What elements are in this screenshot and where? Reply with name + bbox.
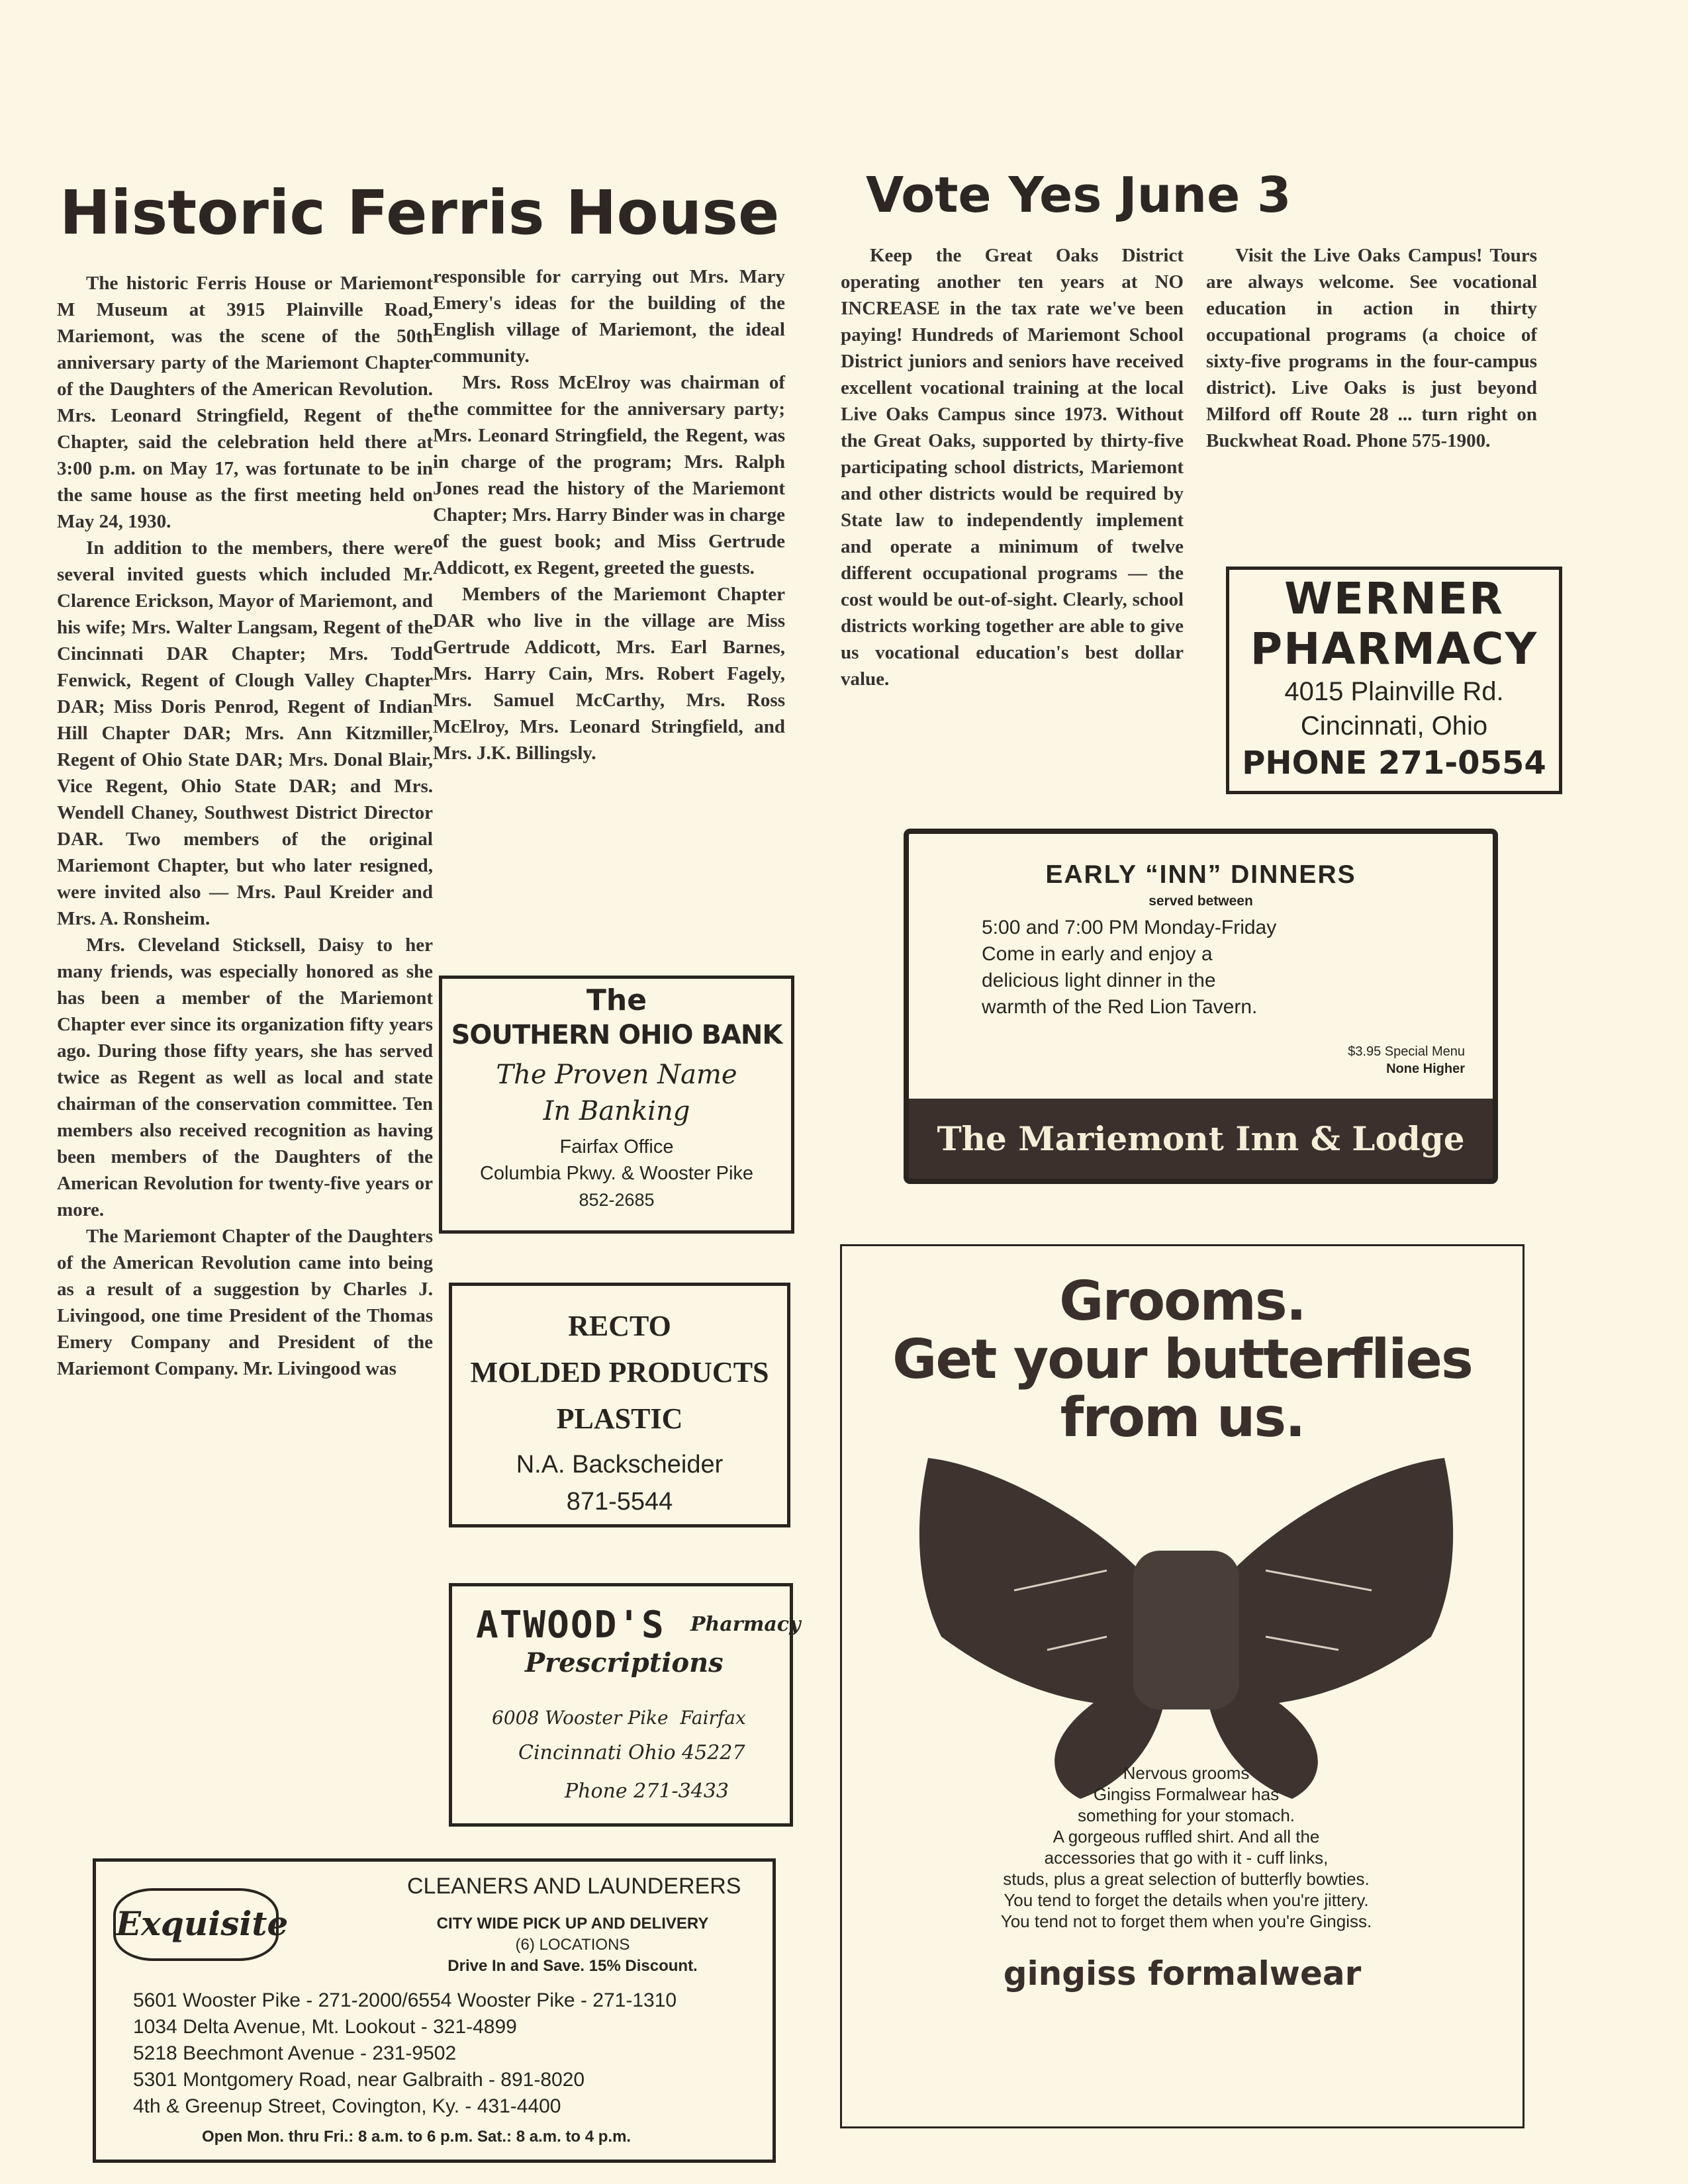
grooms-body-line: something for your stomach.	[1077, 1805, 1295, 1825]
bank-location: Columbia Pkwy. & Wooster Pike	[479, 1163, 754, 1184]
exquisite-locations: (6) LOCATIONS	[515, 1936, 630, 1954]
article-paragraph: responsible for carrying out Mrs. Mary Emery's ideas for the building of the English village of Mariemont, the ideal community.	[433, 266, 785, 367]
article-paragraph: Visit the Live Oaks Campus! Tours are always welcome. See vocational education in action in thirty occupational programs (a choice of sixty-five programs in the four-campus district). Live Oaks is just beyond Milford off Route 28 ... turn right on Buckwheat Road. Phone 575-1900.	[1206, 245, 1537, 451]
atwood-phone: Phone 271-3433	[565, 1780, 729, 1803]
article-paragraph: The historic Ferris House or Mariemont M Museum at 3915 Plainville Road, Mariemont, was the scene of the 50th anniversary party of the Mariemont Chapter of the Daughters of the American Revolution. Mrs. Leonard Stringfield, Regent of the Chapter, said the celebration held there at 3:00 p.m. on May 17, was fortunate to be in the same house as the first meeting held on May 24, 1930.	[57, 273, 433, 532]
inn-title: EARLY “INN” DINNERS	[1045, 860, 1356, 889]
exquisite-logo	[113, 1888, 289, 1961]
article-paragraph: Mrs. Ross McElroy was chairman of the committee for the anniversary party; Mrs. Leonard Stringfield, the Regent, was in charge of the program; Mrs. Ralph Jones read the history of the Mariemont Chapter; Mrs. Harry Binder was in charge of the guest book; and Miss Gertrude Addicott, ex Regent, greeted the guests.	[433, 372, 785, 578]
exquisite-address-line: 5218 Beechmont Avenue - 231-9502	[133, 2042, 457, 2064]
article-paragraph: Keep the Great Oaks District operating another ten years at NO INCREASE in the tax rate we've been paying! Hundreds of Mariemont School District juniors and seniors have received excellent vocational training at the local Live Oaks Campus since 1973. Without the Great Oaks, supported by thirty-five participating school districts, Mariemont and other districts would be required by State law to independently implement and operate a minimum of twelve different occupational programs — the cost would be out-of-sight. Clearly, school districts working together are able to give us vocational education's best dollar value.	[841, 245, 1184, 690]
grooms-headline-line: Get your butterflies	[892, 1328, 1472, 1391]
exquisite-address-line: 4th & Greenup Street, Covington, Ky. - 431-4400	[133, 2095, 561, 2117]
exquisite-pickup-line: CITY WIDE PICK UP AND DELIVERY	[436, 1915, 709, 1933]
article-paragraph: Mrs. Cleveland Sticksell, Daisy to her many friends, was especially honored as she has been a member of the Mariemont Chapter ever since its organization fifty years ago. During those fifty years, she has served twice as Regent as well as local and state chairman of the conservation committee. Ten members also received recognition as having been members of the Daughters of the American Revolution for twenty-five years or more.	[57, 934, 433, 1220]
atwood-pharmacy: Pharmacy	[690, 1613, 801, 1636]
grooms-body-line: You tend to forget the details when you're jittery.	[1004, 1890, 1369, 1910]
exquisite-logo-text: Exquisite	[116, 1904, 289, 1943]
recto-phone: 871-5544	[566, 1488, 673, 1516]
grooms-body-line: Gingiss Formalwear has	[1093, 1784, 1280, 1804]
exquisite-hours: Open Mon. thru Fri.: 8 a.m. to 6 p.m. Sat.: 8 a.m. to 4 p.m.	[202, 2128, 632, 2146]
inn-line: Come in early and enjoy a	[982, 943, 1213, 965]
ad-werner-pharmacy	[1226, 567, 1562, 794]
headline-ferris-house: Historic Ferris House	[60, 177, 780, 248]
atwood-name-text: ATWOOD'S	[476, 1604, 665, 1647]
recto-line: MOLDED PRODUCTS	[470, 1356, 769, 1388]
exquisite-pickup	[407, 1913, 738, 1977]
recto-line: RECTO	[568, 1310, 671, 1342]
inn-line: delicious light dinner in the	[982, 970, 1216, 991]
vote-article-col1	[841, 242, 1184, 692]
atwood-name	[476, 1604, 665, 1647]
headline-vote-yes: Vote Yes June 3	[866, 167, 1291, 224]
article-paragraph: Members of the Mariemont Chapter DAR who live in the village are Miss Gertrude Addicott, Mrs. Earl Barnes, Mrs. Harry Cain, Mrs. Robert Fagely, Mrs. Samuel McCarthy, Mrs. Ross McElroy, Mrs. Leonard Stringfield, and Mrs. J.K. Billingsly.	[433, 584, 785, 764]
exquisite-address-line: 5601 Wooster Pike - 271-2000/6554 Wooster Pike - 271-1310	[133, 1989, 677, 2011]
werner-phone: PHONE 271-0554	[1242, 745, 1546, 782]
bank-name: SOUTHERN OHIO BANK	[451, 1020, 782, 1050]
exquisite-heading: CLEANERS AND LAUNDERERS	[407, 1874, 741, 1899]
bowtie-illustration	[915, 1438, 1458, 1809]
inn-banner	[909, 1099, 1493, 1179]
grooms-body	[895, 1762, 1477, 1932]
grooms-body-line: studs, plus a great selection of butterfly bowties.	[1003, 1869, 1370, 1889]
vote-article-col2	[1206, 242, 1537, 454]
article-paragraph: The Mariemont Chapter of the Daughters of the American Revolution came into being as a result of a suggestion by Charles J. Livingood, one time President of the Thomas Emery Company and President of the Mariemont Company. Mr. Livingood was	[57, 1226, 433, 1379]
ferris-article-col1	[57, 270, 433, 1382]
inn-price: $3.95 Special Menu	[1348, 1044, 1465, 1059]
ad-atwoods-pharmacy	[449, 1583, 801, 1827]
ferris-article-col2	[433, 263, 785, 766]
bank-slogan: The Proven Name	[496, 1060, 737, 1090]
bowtie-right-wing	[1206, 1458, 1453, 1799]
werner-address: 4015 Plainville Rd.	[1284, 677, 1504, 706]
werner-name: WERNER	[1284, 573, 1504, 624]
grooms-body-line: A gorgeous ruffled shirt. And all the	[1053, 1827, 1320, 1846]
inn-served: served between	[1149, 893, 1253, 909]
bank-slogan: In Banking	[543, 1096, 690, 1126]
inn-banner-text: The Mariemont Inn & Lodge	[937, 1119, 1465, 1158]
grooms-headline	[842, 1270, 1523, 1449]
werner-name: PHARMACY	[1250, 623, 1538, 674]
bowtie-left-wing	[919, 1458, 1166, 1799]
inn-description	[982, 915, 1445, 1021]
ad-gingiss-formalwear	[840, 1244, 1524, 2128]
article-paragraph: In addition to the members, there were several invited guests which included Mr. Clarence Erickson, Mayor of Mariemont, and his wife; Mrs. Walter Langsam, Regent of the Cincinnati DAR Chapter; Mrs. Todd Fenwick, Regent of Clough Valley Chapter DAR; Miss Doris Penrod, Regent of Indian Hill Chapter DAR; Mrs. Ann Kitzmiller, Regent of Ohio State DAR; Mrs. Donal Blair, Vice Regent, Ohio State DAR; and Mrs. Wendell Chaney, Southwest District Director DAR. Two members of the original Mariemont Chapter, but who later resigned, were invited also — Mrs. Paul Kreider and Mrs. A. Ronsheim.	[57, 537, 433, 929]
exquisite-discount: Drive In and Save. 15% Discount.	[447, 1957, 698, 1975]
ad-exquisite-cleaners	[93, 1858, 776, 2163]
grooms-body-line: You tend not to forget them when you're Gingiss.	[1000, 1911, 1372, 1931]
gingiss-brand: gingiss formalwear	[1003, 1954, 1362, 1993]
bank-phone: 852-2685	[579, 1190, 655, 1210]
exquisite-address-line: 1034 Delta Avenue, Mt. Lookout - 321-4899	[133, 2016, 517, 2038]
recto-line: PLASTIC	[556, 1402, 683, 1435]
bank-the: The	[586, 983, 647, 1017]
grooms-body-line: accessories that go with it - cuff links,	[1044, 1848, 1329, 1868]
grooms-body-line: Nervous grooms	[1123, 1763, 1250, 1783]
recto-owner: N.A. Backscheider	[516, 1451, 724, 1479]
inn-line: warmth of the Red Lion Tavern.	[982, 996, 1258, 1018]
inn-line: 5:00 and 7:00 PM Monday-Friday	[982, 917, 1277, 938]
ad-southern-ohio-bank	[439, 976, 794, 1234]
bank-office: Fairfax Office	[559, 1136, 674, 1158]
exquisite-address-line: 5301 Montgomery Road, near Galbraith - 891-8020	[133, 2069, 585, 2091]
atwood-city: Cincinnati Ohio 45227	[518, 1741, 745, 1764]
atwood-address: 6008 Wooster Pike Fairfax	[492, 1707, 746, 1729]
inn-none-higher: None Higher	[1386, 1062, 1465, 1076]
grooms-headline-line: Grooms.	[1059, 1270, 1305, 1333]
ad-mariemont-inn	[904, 829, 1498, 1184]
bowtie-knot	[1133, 1551, 1239, 1709]
atwood-prescriptions: Prescriptions	[525, 1647, 724, 1678]
werner-city: Cincinnati, Ohio	[1300, 711, 1488, 741]
grooms-headline-line: from us.	[1060, 1387, 1305, 1449]
ad-recto-molded-products	[449, 1283, 790, 1527]
exquisite-addresses	[133, 1987, 769, 2120]
